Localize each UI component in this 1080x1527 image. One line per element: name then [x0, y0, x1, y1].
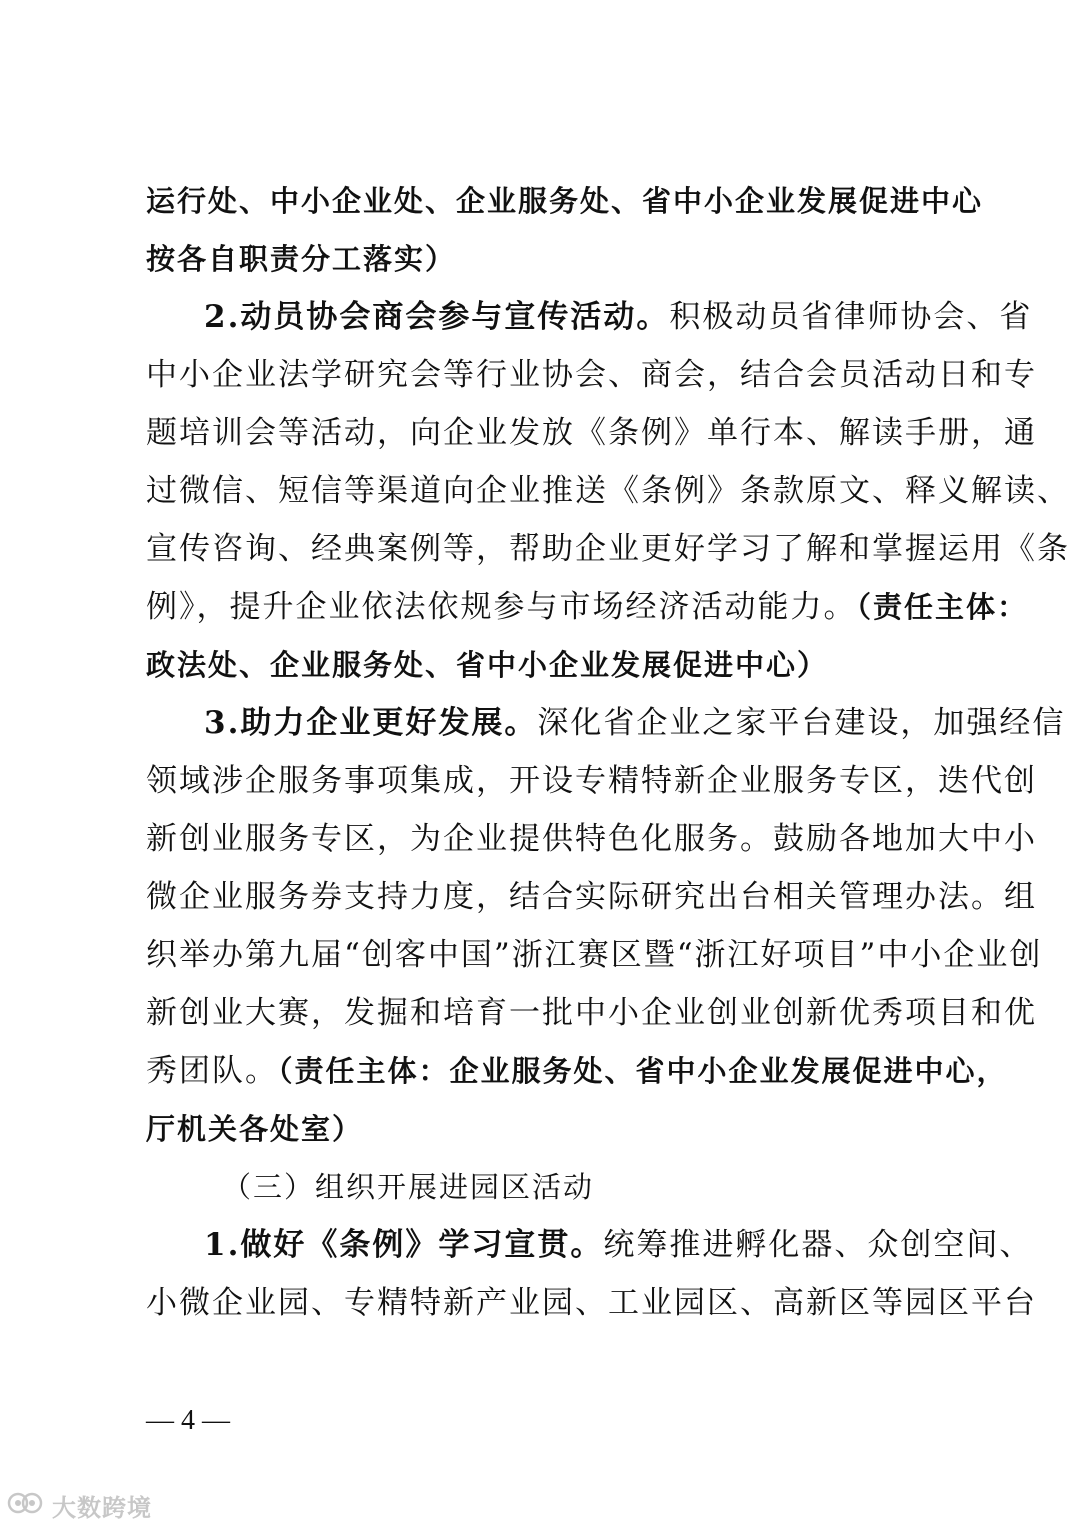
line-text: 例》，提升企业依法依规参与市场经济活动能力。: [146, 589, 857, 625]
line-text: 政法处、企业服务处、省中小企业发展促进中心）: [146, 648, 829, 682]
item-heading: 3.助力企业更好发展。: [204, 705, 538, 741]
paragraph-line: [146, 761, 1037, 801]
line-text: 织举办第九届“创客中国”浙江赛区暨“浙江好项目”中小企业创: [146, 937, 1043, 973]
line-text: 新创业大赛，发掘和培育一批中小企业创业创新优秀项目和优: [146, 995, 1037, 1031]
item-heading: 2.动员协会商会参与宣传活动。: [204, 299, 670, 335]
paragraph-line: [146, 645, 936, 685]
paragraph-line: [146, 413, 1037, 453]
paragraph-line: [204, 297, 1033, 337]
line-text: 中小企业法学研究会等行业协会、商会，结合会员活动日和专: [146, 357, 1037, 393]
line-text: 统筹推进孵化器、众创空间、: [603, 1227, 1033, 1263]
watermark-logo-icon: [6, 1488, 46, 1522]
paragraph-line: [146, 935, 1043, 975]
paragraph-line: [146, 993, 1037, 1033]
paragraph-line: [146, 877, 1037, 917]
line-text: 过微信、短信等渠道向企业推送《条例》条款原文、释义解读、: [146, 473, 1070, 509]
page-number: — 4 —: [146, 1405, 230, 1436]
paragraph-line: [146, 1109, 936, 1149]
line-text: 秀团队。: [146, 1053, 278, 1089]
line-text: 题培训会等活动，向企业发放《条例》单行本、解读手册，通: [146, 415, 1037, 451]
line-text: 小微企业园、专精特新产业园、工业园区、高新区等园区平台: [146, 1285, 1037, 1321]
line-text: 厅机关各处室）: [146, 1112, 364, 1146]
line-text: 宣传咨询、经典案例等，帮助企业更好学习了解和掌握运用《条: [146, 531, 1070, 567]
paragraph-line: [204, 703, 1066, 743]
paragraph-line: [146, 1283, 1037, 1323]
line-text: 按各自职责分工落实）: [146, 242, 457, 276]
paragraph-line: [146, 471, 1070, 511]
line-text: 领域涉企服务事项集成，开设专精特新企业服务专区，迭代创: [146, 763, 1037, 799]
paragraph-line: [146, 587, 1029, 627]
paragraph-line: [146, 355, 1037, 395]
section-heading-text: （三）组织开展进园区活动: [222, 1170, 595, 1204]
paragraph-line: [146, 239, 936, 279]
responsibility-note: （责任主体：企业服务处、省中小企业发展促进中心，: [278, 1054, 1008, 1088]
item-heading: 1.做好《条例》学习宣贯。: [204, 1227, 604, 1263]
line-text: 运行处、中小企业处、企业服务处、省中小企业发展促进中心: [146, 184, 984, 218]
line-text: 新创业服务专区，为企业提供特色化服务。鼓励各地加大中小: [146, 821, 1037, 857]
watermark: [6, 1488, 152, 1522]
line-text: 深化省企业之家平台建设，加强经信: [537, 705, 1066, 741]
paragraph-line: [204, 1225, 1033, 1265]
paragraph-line: [146, 181, 984, 221]
line-text: 微企业服务券支持力度，结合实际研究出台相关管理办法。组: [146, 879, 1037, 915]
section-heading: [222, 1167, 722, 1207]
paragraph-line: [146, 1051, 1008, 1091]
watermark-text: 大数跨境: [52, 1493, 152, 1522]
line-text: 积极动员省律师协会、省: [669, 299, 1033, 335]
paragraph-line: [146, 819, 1037, 859]
paragraph-line: [146, 529, 1070, 569]
responsibility-note: （责任主体：: [856, 590, 1029, 624]
